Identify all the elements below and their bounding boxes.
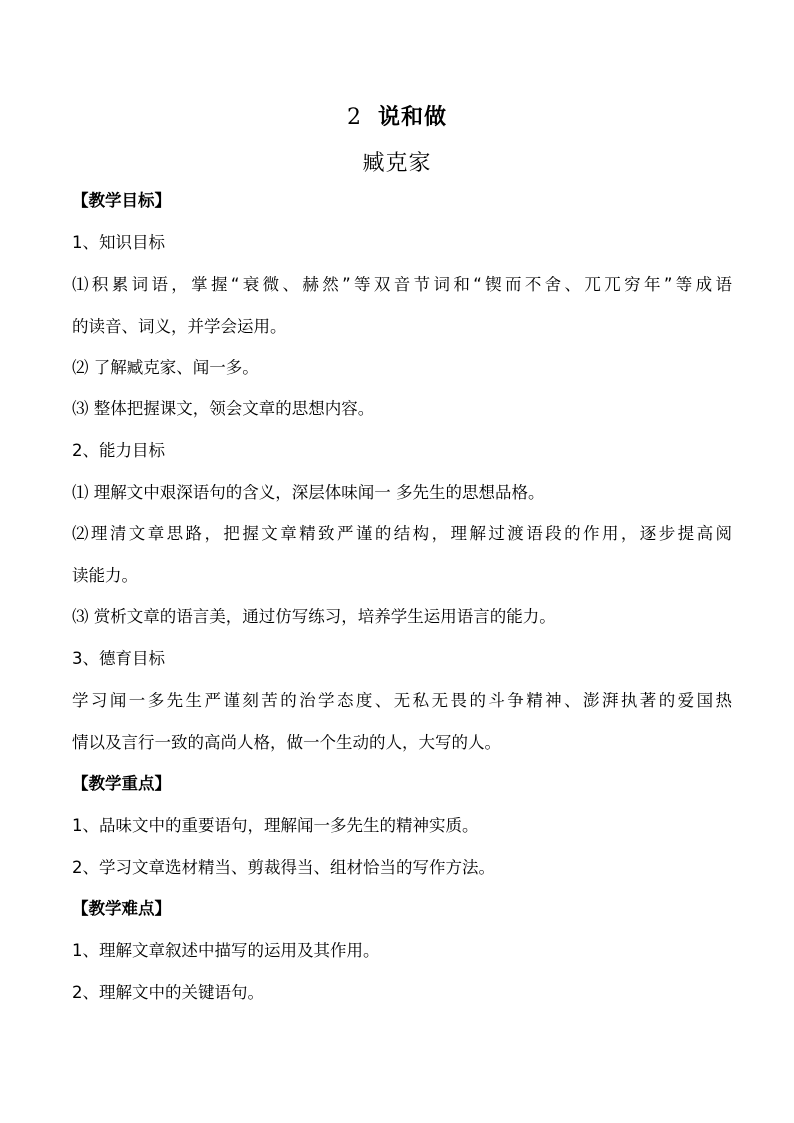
lesson-title [0,100,794,131]
subheading-knowledge: 1、知识目标 [72,233,165,252]
lesson-number: 2 [346,105,362,130]
paragraph-line: 的读音、词义，并学会运用。 [72,317,287,336]
list-item: 2、学习文章选材精当、剪裁得当、组材恰当的写作方法。 [72,858,495,877]
list-item: 1、品味文中的重要语句，理解闻一多先生的精神实质。 [72,816,479,835]
subheading-ability: 2、能力目标 [72,441,165,460]
paragraph-line: ⑵ 了解臧克家、闻一多。 [72,358,259,377]
section-heading-difficulties: 【教学难点】 [72,899,171,918]
subheading-moral: 3、德育目标 [72,649,165,668]
section-heading-key-points: 【教学重点】 [72,774,171,793]
list-item: 1、理解文章叙述中描写的运用及其作用。 [72,941,380,960]
lesson-title-text: 说和做 [377,104,447,130]
paragraph-line: ⑶ 赏析文章的语言美，通过仿写练习，培养学生运用语言的能力。 [72,607,556,626]
list-item: 2、理解文中的关键语句。 [72,983,264,1002]
paragraph-line: ⑴积累词语，掌握“衰微、赫然”等双音节词和“锲而不舍、兀兀穷年”等成语 [72,275,732,294]
paragraph-line: 学习闻一多先生严谨刻苦的治学态度、无私无畏的斗争精神、澎湃执著的爱国热 [72,691,732,710]
paragraph-line: ⑴ 理解文中艰深语句的含义，深层体味闻一 多先生的思想品格。 [72,483,545,502]
paragraph-line: ⑵理清文章思路，把握文章精致严谨的结构，理解过渡语段的作用，逐步提高阅 [72,524,732,543]
paragraph-line: 情以及言行一致的高尚人格，做一个生动的人，大写的人。 [72,733,501,752]
paragraph-line: 读能力。 [72,566,138,585]
section-heading-objectives: 【教学目标】 [72,191,171,210]
paragraph-line: ⑶ 整体把握课文，领会文章的思想内容。 [72,399,375,418]
author-name: 臧克家 [362,151,432,176]
